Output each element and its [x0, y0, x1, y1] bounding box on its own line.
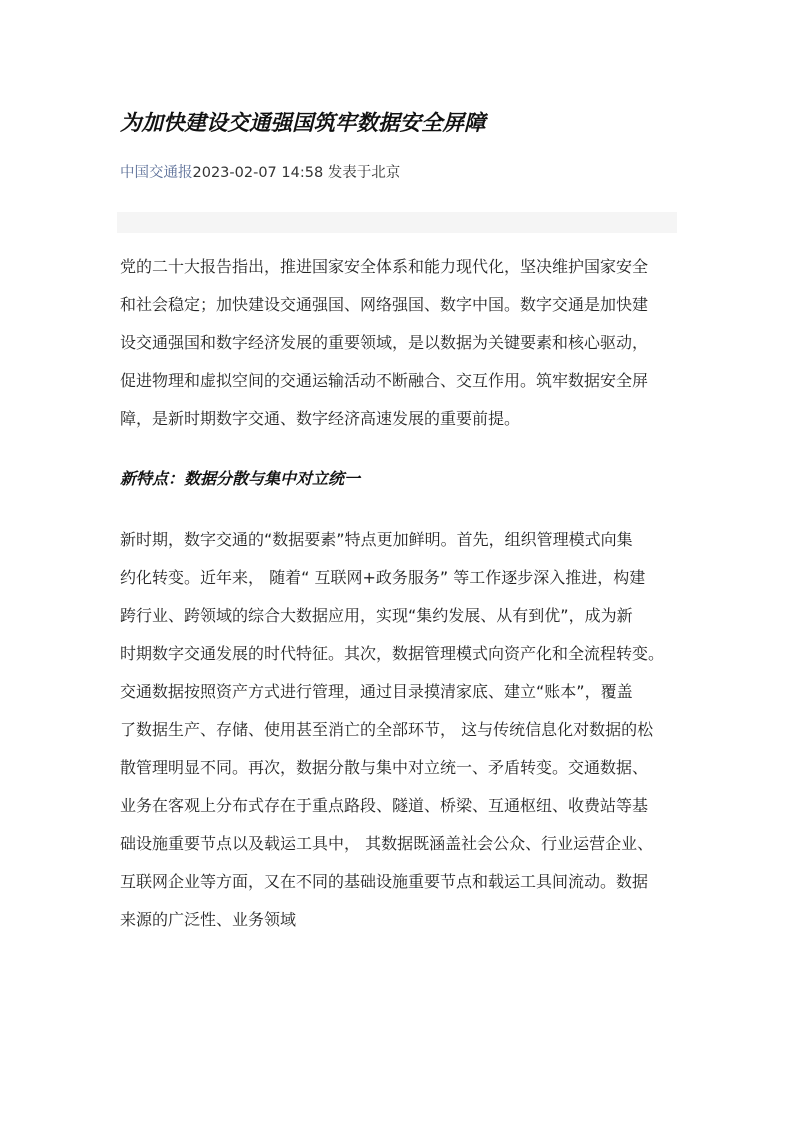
- section-heading: 新特点：数据分散与集中对立统一: [120, 469, 361, 488]
- paragraph-line: 障，是新时期数字交通、数字经济高速发展的重要前提。: [120, 409, 521, 428]
- article-meta: [120, 161, 400, 182]
- article-title: 为加快建设交通强国筑牢数据安全屏障: [120, 111, 486, 136]
- paragraph-line: 散管理明显不同。再次，数据分散与集中对立统一、矛盾转变。交通数据、: [120, 758, 649, 777]
- paragraph-line: 础设施重要节点以及载运工具中， 其数据既涵盖社会公众、行业运营企业、: [120, 834, 654, 853]
- paragraph-line: 约化转变。近年来， 随着“ 互联网+政务服务” 等工作逐步深入推进，构建: [120, 568, 646, 587]
- paragraph-line: 业务在客观上分布式存在于重点路段、隧道、桥梁、互通枢纽、收费站等基: [120, 796, 649, 815]
- paragraph-line: 设交通强国和数字经济发展的重要领域，是以数据为关键要素和核心驱动，: [120, 333, 649, 352]
- paragraph-line: 来源的广泛性、业务领域: [120, 910, 297, 929]
- source-link[interactable]: 中国交通报: [120, 165, 193, 181]
- paragraph-line: 互联网企业等方面，又在不同的基础设施重要节点和载运工具间流动。数据: [120, 872, 649, 891]
- paragraph-line: 和社会稳定；加快建设交通强国、网络强国、数字中国。数字交通是加快建: [120, 295, 649, 314]
- paragraph-line: 党的二十大报告指出，推进国家安全体系和能力现代化，坚决维护国家安全: [120, 257, 649, 276]
- paragraph-line: 了数据生产、存储、使用甚至消亡的全部环节， 这与传统信息化对数据的松: [120, 720, 654, 739]
- paragraph-line: 交通数据按照资产方式进行管理，通过目录摸清家底、建立“账本”，覆盖: [120, 682, 633, 701]
- publish-info: 2023-02-07 14:58 发表于北京: [192, 165, 401, 181]
- paragraph-line: 跨行业、跨领域的综合大数据应用，实现“集约发展、从有到优”，成为新: [120, 606, 633, 625]
- paragraph-line: 新时期，数字交通的“数据要素”特点更加鲜明。首先，组织管理模式向集: [120, 530, 633, 549]
- paragraph-line: 促进物理和虚拟空间的交通运输活动不断融合、交互作用。筑牢数据安全屏: [120, 371, 649, 390]
- placeholder-bar: [117, 212, 677, 233]
- paragraph-line: 时期数字交通发展的时代特征。其次，数据管理模式向资产化和全流程转变。: [120, 644, 665, 663]
